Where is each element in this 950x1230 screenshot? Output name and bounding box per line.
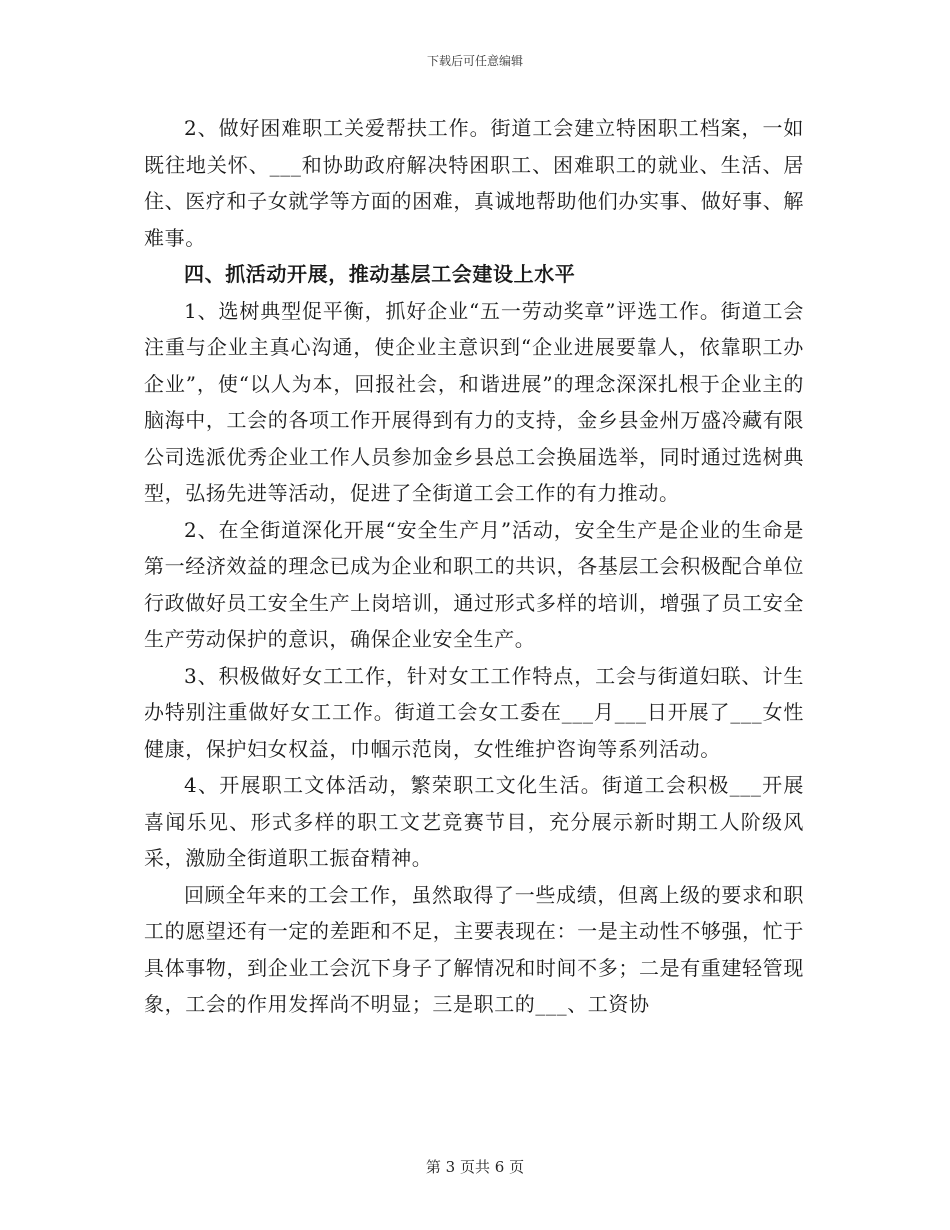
section-heading-four: 四、抓活动开展，推动基层工会建设上水平 (184, 262, 576, 286)
paragraph-cultural-activities: 4、开展职工文体活动，繁荣职工文化生活。街道工会积极___开展喜闻乐见、形式多样的职工文艺竞赛节目，充分展示新时期工人阶级风采，激励全街道职工振奋精神。 (144, 773, 804, 870)
paragraph-women-workers: 3、积极做好女工工作，针对女工工作特点，工会与街道妇联、计生办特别注重做好女工工作。街道工会女工委在___月___日开展了___女性健康，保护妇女权益，巾帼示范岗，女性维护咨询等系列活动。 (144, 663, 804, 761)
document-body (144, 110, 804, 1023)
page-header: 下载后可任意编辑 (426, 54, 523, 68)
paragraph-hardship-assistance: 2、做好困难职工关爱帮扶工作。街道工会建立特困职工档案，一如既往地关怀、___和协助政府解决特困职工、困难职工的就业、生活、居住、医疗和子女就学等方面的困难，真诚地帮助他们办实事、做好事、解难事。 (144, 116, 804, 250)
paragraph-review-summary: 回顾全年来的工会工作，虽然取得了一些成绩，但离上级的要求和职工的愿望还有一定的差距和不足，主要表现在：一是主动性不够强，忙于具体事物，到企业工会沉下身子了解情况和时间不多；二是有重建轻管现象，工会的作用发挥尚不明显；三是职工的___、工资协 (144, 882, 804, 1016)
paragraph-safety-month: 2、在全街道深化开展“安全生产月”活动，安全生产是企业的生命是第一经济效益的理念已成为企业和职工的共识，各基层工会积极配合单位行政做好员工安全生产上岗培训，通过形式多样的培训，增强了员工安全生产劳动保护的意识，确保企业安全生产。 (144, 517, 804, 651)
paragraph-model-selection: 1、选树典型促平衡，抓好企业“五一劳动奖章”评选工作。街道工会注重与企业主真心沟通，使企业主意识到“企业进展要靠人，依靠职工办企业”，使“以人为本，回报社会，和谐进展”的理念深深扎根于企业主的脑海中，工会的各项工作开展得到有力的支持，金乡县金州万盛冷藏有限公司选派优秀企业工作人员参加金乡县总工会换届选举，同时通过选树典型，弘扬先进等活动，促进了全街道工会工作的有力推动。 (144, 298, 804, 505)
page-number: 第 3 页共 6 页 (425, 1158, 525, 1176)
